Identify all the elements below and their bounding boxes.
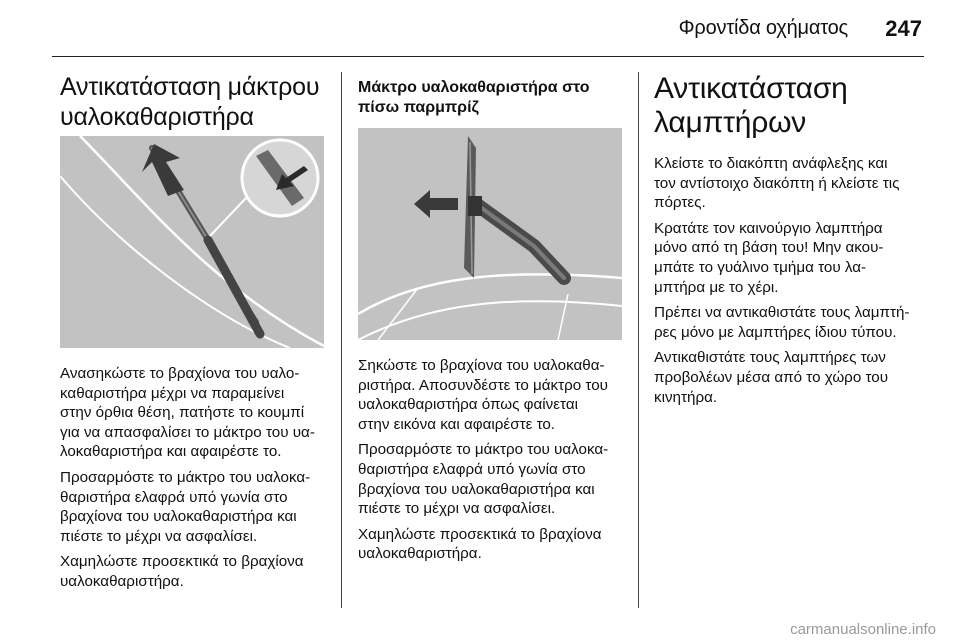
page-header bbox=[0, 0, 960, 60]
front-wiper-step-1: Ανασηκώστε το βραχίονα του υαλο- καθαριστήρα μέχρι να παραμείνει στην όρθια θέση, πατήστε το κουμπί για να απασφαλίσει το μάκτρο του υα- λοκαθαριστήρα και αφαιρέστε το. bbox=[60, 365, 315, 461]
bulb-step-2: Κρατάτε τον καινούργιο λαμπτήρα μόνο από τη βάση του! Μην ακου- μπάτε το γυάλινο τμήμα του λα- μπτήρα με το χέρι. bbox=[654, 219, 884, 296]
rear-wiper-step-3: Χαμηλώστε προσεκτικά το βραχίονα υαλοκαθαριστήρα. bbox=[358, 525, 602, 563]
front-wiper-illustration bbox=[60, 136, 324, 348]
front-wiper-step-3: Χαμηλώστε προσεκτικά το βραχίονα υαλοκαθαριστήρα. bbox=[60, 553, 304, 590]
page-number: 247 bbox=[885, 16, 922, 41]
section-title: Φροντίδα οχήματος bbox=[678, 17, 848, 39]
front-wiper-heading: Αντικατάσταση μάκτρου υαλοκαθαριστήρα bbox=[60, 73, 320, 131]
column-front-wiper bbox=[60, 72, 328, 592]
front-wiper-step-2: Προσαρμόστε το μάκτρο του υαλοκα- θαριστήρα ελαφρά υπό γωνία στο βραχίονα του υαλοκαθαριστήρα και πιέστε το μέχρι να ασφαλίσει. bbox=[60, 468, 311, 545]
bulb-step-1: Κλείστε το διακόπτη ανάφλεξης και τον αντίστοιχο διακόπτη ή κλείστε τις πόρτες. bbox=[654, 155, 900, 212]
bulb-step-3: Πρέπει να αντικαθιστάτε τους λαμπτή- ρες μόνο με λαμπτήρες ίδιου τύπου. bbox=[654, 304, 910, 341]
rear-wiper-drawing bbox=[358, 128, 622, 340]
column-divider-1 bbox=[341, 72, 342, 608]
rear-wiper-step-2: Προσαρμόστε το μάκτρο του υαλοκα- θαριστήρα ελαφρά υπό γωνία στο βραχίονα του υαλοκαθαριστήρα και πιέστε το μέχρι να ασφαλίσει. bbox=[358, 441, 609, 518]
rear-wiper-step-1: Σηκώστε το βραχίονα του υαλοκαθα- ριστήρα. Αποσυνδέστε το μάκτρο του υαλοκαθαριστήρα όπως φαίνεται στην εικόνα και αφαιρέστε το. bbox=[358, 357, 608, 433]
column-rear-wiper bbox=[358, 72, 626, 564]
column-divider-2 bbox=[638, 72, 639, 608]
rear-wiper-heading: Μάκτρο υαλοκαθαριστήρα στο πίσω παρμπρίζ bbox=[358, 79, 590, 116]
front-wiper-drawing bbox=[60, 136, 324, 348]
bulb-replacement-heading: Αντικατάσταση λαμπτήρων bbox=[654, 72, 848, 139]
column-bulb-replacement bbox=[654, 72, 932, 407]
header-divider bbox=[52, 56, 924, 57]
watermark: carmanualsonline.info bbox=[790, 621, 936, 638]
bulb-step-4: Αντικαθιστάτε τους λαμπτήρες των προβολέων μέσα από το χώρο του κινητήρα. bbox=[654, 349, 889, 406]
rear-wiper-illustration bbox=[358, 128, 622, 340]
